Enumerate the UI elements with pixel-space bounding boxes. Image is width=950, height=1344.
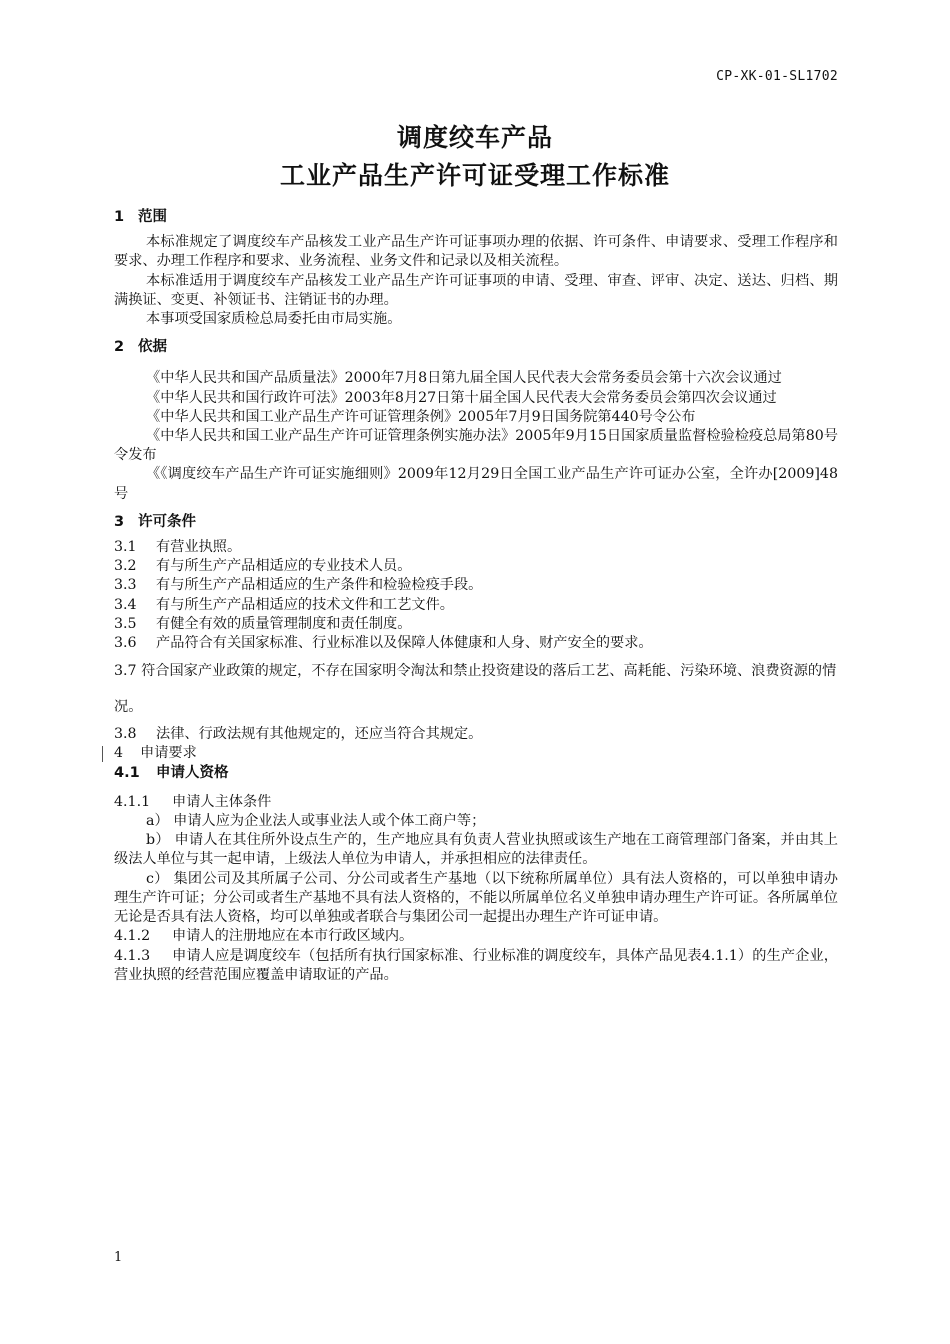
basis-item: 《中华人民共和国行政许可法》2003年8月27日第十届全国人民代表大会常务委员会第四次会议通过: [146, 389, 777, 406]
item-text: 有与所生产产品相适应的生产条件和检验检疫手段。: [156, 577, 483, 594]
condition-item: [114, 725, 838, 744]
basis-item: 《中华人民共和国工业产品生产许可证管理条例实施办法》2005年9月15日国家质量监督检验检疫总局第80号令发布: [114, 428, 838, 464]
condition-item: [114, 538, 838, 557]
document-body: [114, 208, 838, 985]
item-number: 3.5: [114, 615, 137, 632]
item-number: 3.8: [114, 726, 137, 743]
text-cursor: [102, 746, 103, 762]
item-text: 有与所生产产品相适应的技术文件和工艺文件。: [156, 596, 454, 613]
clause-title: 申请人主体条件: [172, 793, 272, 810]
item-text: 有健全有效的质量管理制度和责任制度。: [156, 615, 412, 632]
subsection-title: 申请人资格: [156, 764, 229, 781]
item-number: 3.4: [114, 596, 137, 613]
title-line-2: 工业产品生产许可证受理工作标准: [279, 161, 670, 190]
section-title: 申请要求: [140, 745, 197, 762]
clause-4-1-1: [114, 793, 838, 812]
condition-item: [114, 615, 838, 634]
item-text: 产品符合有关国家标准、行业标准以及保障人体健康和人身、财产安全的要求。: [156, 635, 653, 652]
document-code: CP-XK-01-SL1702: [716, 69, 838, 84]
paragraph: 本事项受国家质检总局委托由市局实施。: [146, 311, 402, 328]
subsection-number: 4.1: [114, 764, 140, 781]
item-number: 3.6: [114, 635, 137, 652]
clause-text: 申请人的注册地应在本市行政区域内。: [172, 928, 414, 945]
section-4-heading: [114, 744, 838, 763]
subsection-4-1-heading: [114, 764, 838, 783]
list-item-a: a） 申请人应为企业法人或事业法人或个体工商户等；: [146, 813, 486, 830]
clause-text: 申请人应是调度绞车（包括所有执行国家标准、行业标准的调度绞车，具体产品见表4.1.1）的生产企业，营业执照的经营范围应覆盖申请取证的产品。: [114, 947, 838, 983]
list-item-c: c） 集团公司及其所属子公司、分公司或者生产基地（以下统称所属单位）具有法人资格的，可以单独申请办理生产许可证；分公司或者生产基地不具有法人资格的，不能以所属单位名义单独申请办理生产许可证。各所属单位无论是否具有法人资格，均可以单独或者联合与集团公司一起提出办理生产许可证申请。: [114, 870, 838, 926]
page-number: 1: [114, 1250, 123, 1265]
list-item-b: b） 申请人在其住所外设点生产的，生产地应具有负责人营业执照或该生产地在工商管理部门备案，并由其上级法人单位与其一起申请，上级法人单位为申请人，并承担相应的法律责任。: [114, 832, 838, 868]
basis-item: 《《调度绞车产品生产许可证实施细则》2009年12月29日全国工业产品生产许可证办公室，全许办[2009]48号: [114, 466, 838, 502]
item-number: 3.3: [114, 577, 137, 594]
title-line-1: 调度绞车产品: [396, 123, 553, 152]
section-title: 范围: [138, 209, 167, 225]
condition-item: [114, 576, 838, 595]
section-number: 4: [114, 745, 124, 762]
clause-number: 4.1.3: [114, 947, 151, 964]
section-3-heading: [114, 513, 838, 532]
section-number: 2: [114, 339, 125, 356]
condition-item-3-7: 3.7 符合国家产业政策的规定，不存在国家明令淘汰和禁止投资建设的落后工艺、高耗能、污染环境、浪费资源的情况。: [114, 663, 837, 716]
item-number: 3.1: [114, 539, 137, 556]
section-2-heading: [114, 338, 838, 357]
section-1-heading: [114, 208, 838, 227]
clause-4-1-2: [114, 927, 838, 946]
condition-item: [114, 596, 838, 615]
condition-item: [114, 634, 838, 653]
item-number: 3.2: [114, 558, 137, 575]
section-title: 许可条件: [138, 513, 196, 530]
clause-4-1-3: [114, 947, 838, 985]
item-text: 有营业执照。: [156, 539, 242, 556]
basis-item: 《中华人民共和国产品质量法》2000年7月8日第九届全国人民代表大会常务委员会第十六次会议通过: [146, 370, 782, 387]
paragraph: 本标准适用于调度绞车产品核发工业产品生产许可证事项的申请、受理、审查、评审、决定、送达、归档、期满换证、变更、补领证书、注销证书的办理。: [114, 272, 838, 308]
clause-number: 4.1.2: [114, 928, 151, 945]
section-number: 1: [114, 209, 125, 225]
clause-number: 4.1.1: [114, 793, 151, 810]
basis-item: 《中华人民共和国工业产品生产许可证管理条例》2005年7月9日国务院第440号令公布: [146, 408, 696, 425]
section-number: 3: [114, 513, 125, 530]
section-title: 依据: [138, 339, 167, 356]
paragraph: 本标准规定了调度绞车产品核发工业产品生产许可证事项办理的依据、许可条件、申请要求、受理工作程序和要求、办理工作程序和要求、业务流程、业务文件和记录以及相关流程。: [114, 234, 838, 270]
item-text: 有与所生产产品相适应的专业技术人员。: [156, 558, 412, 575]
condition-item: [114, 557, 838, 576]
item-text: 法律、行政法规有其他规定的，还应当符合其规定。: [156, 726, 483, 743]
